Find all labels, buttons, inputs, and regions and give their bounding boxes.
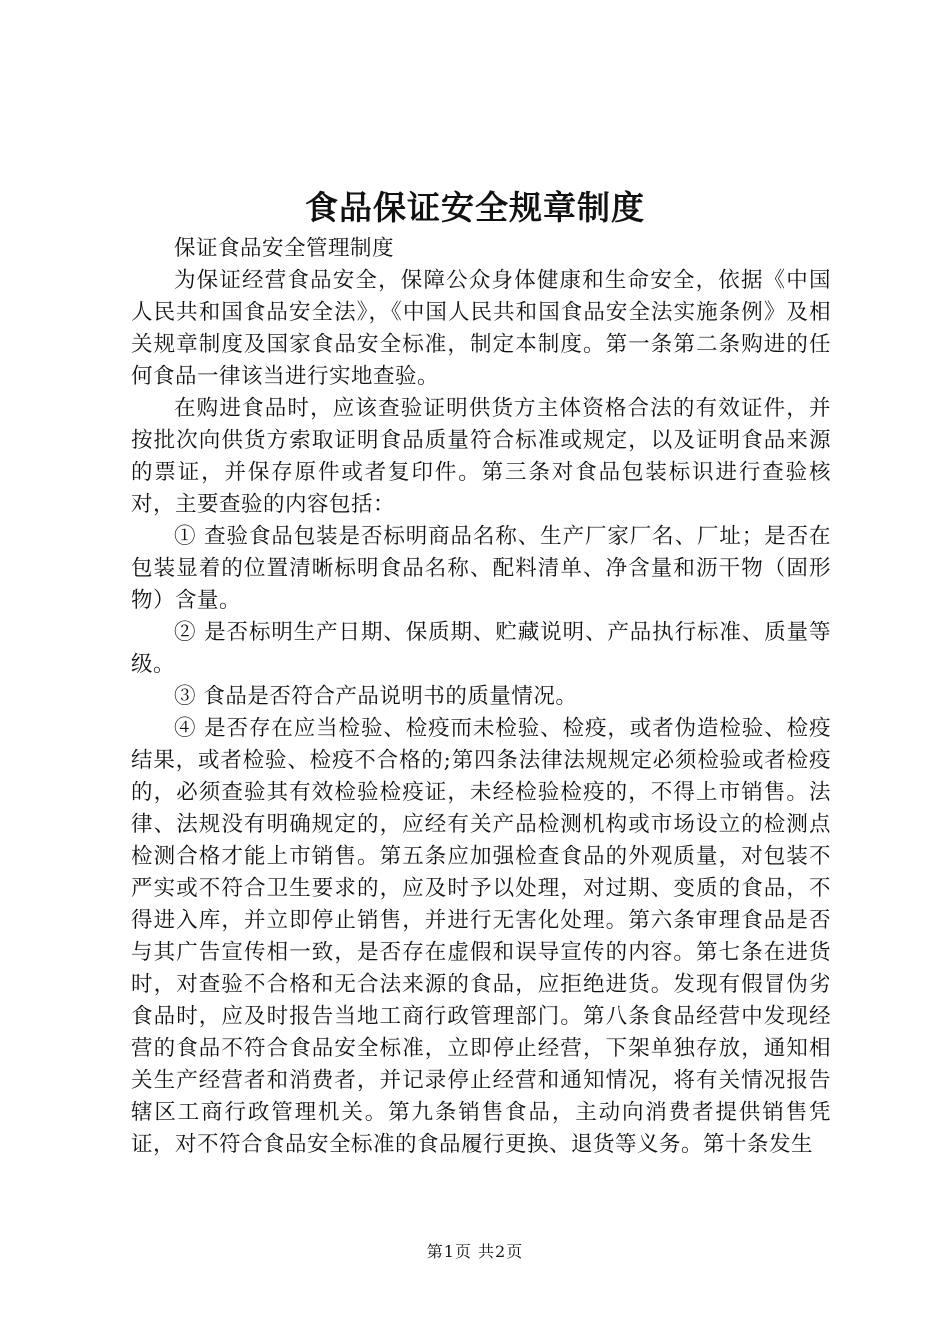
paragraph-item-4: ④ 是否存在应当检验、检疫而未检验、检疫，或者伪造检验、检疫结果，或者检验、检疫不合格的;第四条法律法规规定必须检验或者检疫的，必须查验其有效检验检疫证，未经检验检疫的，不得上市销售。法律、法规没有明确规定的，应经有关产品检测机构或市场设立的检测点检测合格才能上市销售。第五条应加强检查食品的外观质量，对包装不严实或不符合卫生要求的，应及时予以处理，对过期、变质的食品，不得进入库，并立即停止销售，并进行无害化处理。第六条审理食品是否与其广告宣传相一致，是否存在虚假和误导宣传的内容。第七条在进货时，对查验不合格和无合法来源的食品，应拒绝进货。发现有假冒伪劣食品时，应及时报告当地工商行政管理部门。第八条食品经营中发现经营的食品不符合食品安全标准，立即停止经营，下架单独存放，通知相关生产经营者和消费者，并记录停止经营和通知情况，将有关情况报告辖区工商行政管理机关。第九条销售食品，主动向消费者提供销售凭证，对不符合食品安全标准的食品履行更换、退货等义务。第十条发生	[131, 716, 831, 1157]
paragraph-item-1: ① 查验食品包装是否标明商品名称、生产厂家厂名、厂址；是否在包装显着的位置清晰标明食品名称、配料清单、净含量和沥干物（固形物）含量。	[131, 524, 831, 613]
paragraph-item-3: ③ 食品是否符合产品说明书的质量情况。	[174, 684, 578, 709]
paragraph-item-2: ② 是否标明生产日期、保质期、贮藏说明、产品执行标准、质量等级。	[131, 620, 831, 677]
paragraph-subtitle: 保证食品安全管理制度	[174, 236, 395, 261]
paragraph-purchase-check: 在购进食品时，应该查验证明供货方主体资格合法的有效证件，并按批次向供货方索取证明食品质量符合标准或规定，以及证明食品来源的票证，并保存原件或者复印件。第三条对食品包装标识进行查验核对，主要查验的内容包括：	[131, 396, 831, 517]
document-body	[131, 233, 831, 1161]
document-title: 食品保证安全规章制度	[305, 188, 645, 227]
page-number-footer: 第1页 共2页	[426, 1242, 524, 1261]
paragraph-preamble: 为保证经营食品安全，保障公众身体健康和生命安全，依据《中国人民共和国食品安全法》，《中国人民共和国食品安全法实施条例》及相关规章制度及国家食品安全标准，制定本制度。第一条第二条购进的任何食品一律该当进行实地查验。	[131, 268, 831, 389]
